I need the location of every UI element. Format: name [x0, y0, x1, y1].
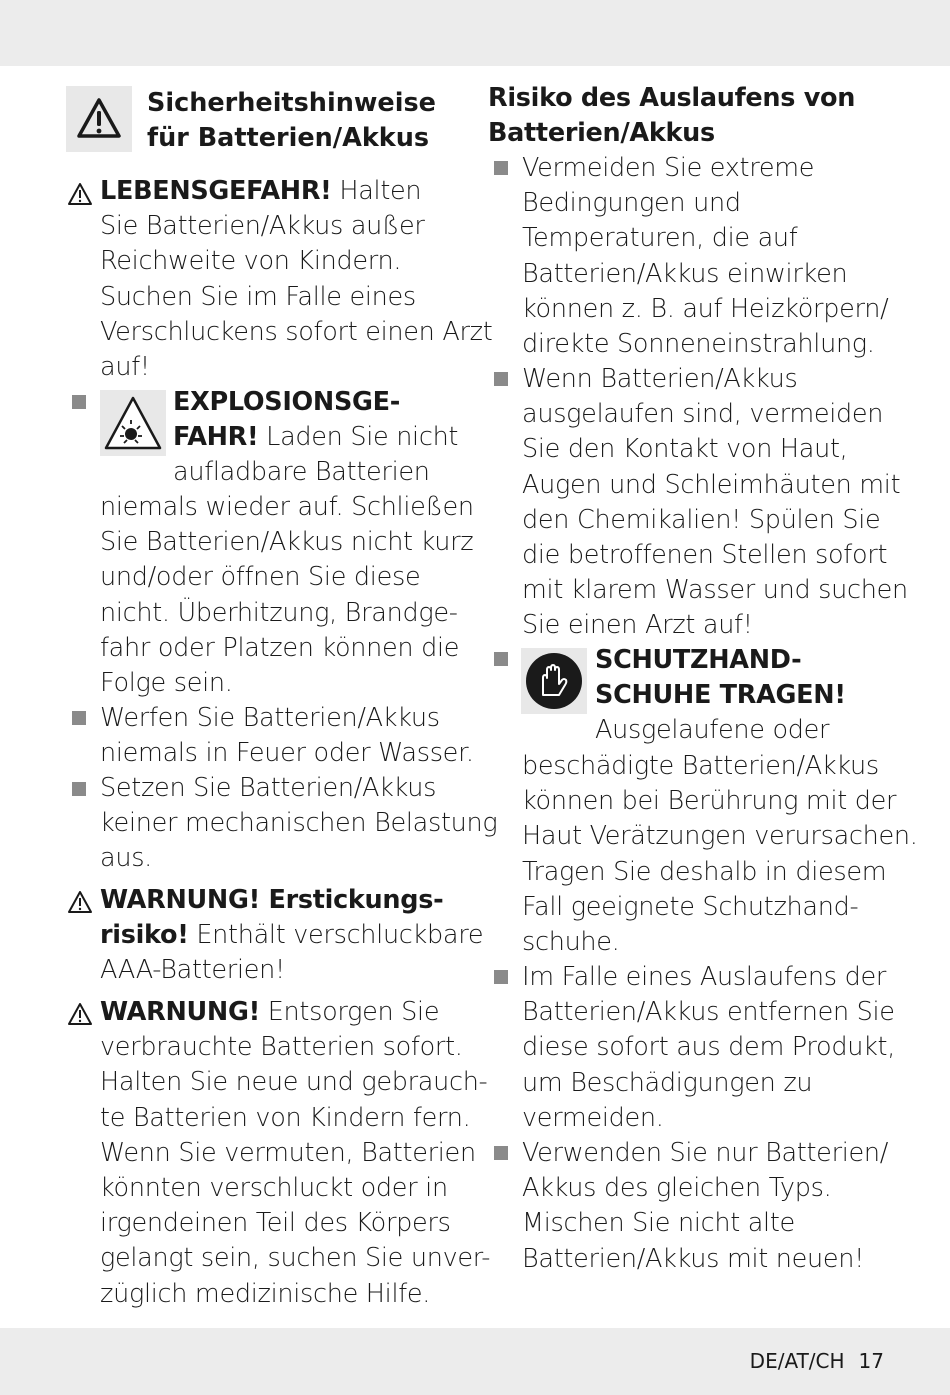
gloves-icon-box	[521, 648, 587, 714]
leakage-heading: Risiko des Auslaufens von Batterien/Akkus	[488, 83, 856, 148]
square-bullet-icon	[494, 161, 508, 175]
square-bullet-icon	[494, 372, 508, 386]
warning-triangle-icon	[67, 890, 93, 914]
mechanical-warning: Setzen Sie Batterien/Akkus keiner mechanischen Belastung aus.	[100, 773, 498, 874]
explosion-warning-body: niemals wieder auf. Schließen Sie Batterien/Akkus nicht kurz und/oder öffnen Sie diese nicht. Überhitzung, Brandge- fahr oder Platzen können die Folge sein.	[100, 492, 474, 699]
square-bullet-icon	[494, 970, 508, 984]
square-bullet-icon	[72, 782, 86, 796]
extreme-conditions-item: Vermeiden Sie extreme Bedingungen und Temperaturen, die auf Batterien/Akkus einwirken können z. B. auf Heizkörpern/ direkte Sonneneinstrahlung.	[522, 153, 889, 360]
choking-warning: WARNUNG! Erstickungs- risiko! Enthält verschluckbare AAA-Batterien!	[100, 885, 484, 986]
warning-triangle-icon	[67, 1002, 93, 1026]
page-number: 17	[858, 1349, 884, 1373]
dispose-warning: WARNUNG! Entsorgen Sie verbrauchte Batterien sofort. Halten Sie neue und gebrauch- te Batterien von Kindern fern. Wenn Sie vermuten, Batterien könnten verschluckt oder in irgendeinen Teil des Körpers gelangt sein, suchen Sie unver- züglich medizinische Hilfe.	[100, 997, 491, 1309]
explosion-warning-head: EXPLOSIONSGE- FAHR! Laden Sie nicht aufladbare Batterien	[173, 387, 459, 488]
page-footer	[750, 1349, 884, 1373]
section-title: Sicherheitshinweise für Batterien/Akkus	[147, 88, 436, 153]
life-danger-warning: LEBENSGEFAHR! Halten Sie Batterien/Akkus außer Reichweite von Kindern. Suchen Sie im Falle eines Verschluckens sofort einen Arzt auf!	[100, 176, 493, 383]
fire-warning: Werfen Sie Batterien/Akkus niemals in Feuer oder Wasser.	[100, 703, 474, 769]
square-bullet-icon	[72, 395, 86, 409]
warning-triangle-icon	[67, 182, 93, 206]
explosion-icon	[100, 390, 166, 456]
warning-icon-box	[66, 86, 132, 152]
protective-gloves-icon	[521, 648, 587, 714]
square-bullet-icon	[72, 711, 86, 725]
gloves-warning-body: beschädigte Batterien/Akkus können bei Berührung mit der Haut Verätzungen verursachen. Tragen Sie deshalb in diesem Fall geeignete Schutzhand- schuhe.	[522, 751, 918, 958]
leaked-batteries-item: Wenn Batterien/Akkus ausgelaufen sind, vermeiden Sie den Kontakt von Haut, Augen und Schleimhäuten mit den Chemikalien! Spülen Sie die betroffenen Stellen sofort mit klarem Wasser und suchen Sie einen Arzt auf!	[522, 364, 908, 641]
header-band	[0, 0, 950, 66]
gloves-warning-head: SCHUTZHAND- SCHUHE TRAGEN! Ausgelaufene oder	[595, 645, 846, 746]
warning-triangle-icon	[66, 86, 132, 152]
square-bullet-icon	[494, 1146, 508, 1160]
region-label: DE/AT/CH	[749, 1349, 845, 1373]
square-bullet-icon	[494, 652, 508, 666]
explosion-icon-box	[100, 390, 166, 456]
same-type-item: Verwenden Sie nur Batterien/ Akkus des gleichen Typs. Mischen Sie nicht alte Batterien/Akkus mit neuen!	[522, 1138, 889, 1274]
remove-batteries-item: Im Falle eines Auslaufens der Batterien/Akkus entfernen Sie diese sofort aus dem Produkt, um Beschädigungen zu vermeiden.	[522, 962, 896, 1133]
